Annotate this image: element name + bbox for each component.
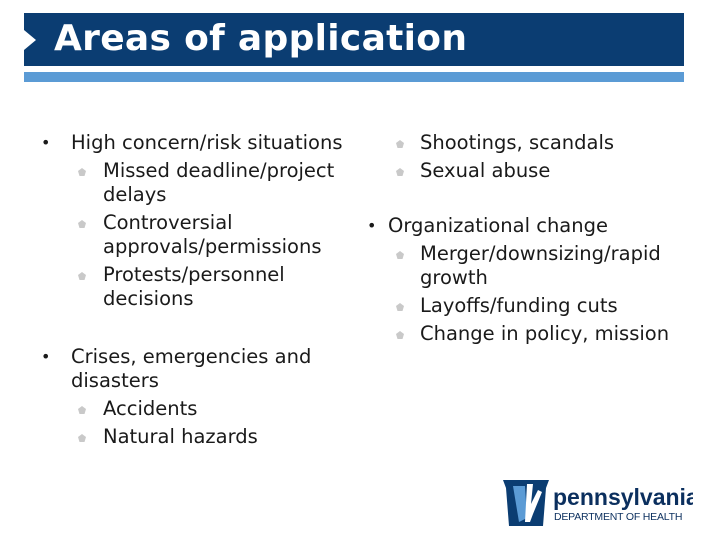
- bullet-text: Organizational change: [388, 214, 608, 237]
- sub-list-item: [388, 294, 688, 318]
- sub-bullet-text: Missed deadline/project delays: [103, 159, 335, 206]
- keystone-icon: [503, 478, 693, 528]
- title-arrow-icon: [24, 30, 36, 50]
- sub-bullet-text: Accidents: [103, 397, 198, 420]
- accent-rule: [24, 72, 684, 82]
- bullet-text: High concern/risk situations: [71, 131, 343, 154]
- sub-bullet-icon: [396, 168, 404, 176]
- sub-list-item: [24, 159, 354, 207]
- bullet-icon: •: [41, 347, 51, 366]
- slide-title: Areas of application: [54, 18, 468, 59]
- sub-bullet-text: Merger/downsizing/rapid growth: [420, 242, 661, 289]
- sub-list-item: [24, 211, 354, 259]
- bullet-icon: •: [367, 216, 377, 235]
- sub-bullet-icon: [78, 168, 86, 176]
- sub-bullet-icon: [78, 406, 86, 414]
- sub-bullet-icon: [78, 272, 86, 280]
- sub-list-item: [24, 425, 354, 449]
- bullet-icon: •: [41, 133, 51, 152]
- bullet-text: Crises, emergencies and disasters: [71, 345, 312, 392]
- sub-bullet-icon: [78, 434, 86, 442]
- logo-wordmark: pennsylvania: [553, 484, 693, 510]
- sub-bullet-text: Layoffs/funding cuts: [420, 294, 618, 317]
- sub-bullet-text: Protests/personnel decisions: [103, 263, 285, 310]
- list-item: [24, 131, 354, 155]
- sub-list-item: [24, 397, 354, 421]
- sub-bullet-icon: [396, 140, 404, 148]
- right-column: [367, 131, 688, 346]
- sub-bullet-icon: [396, 331, 404, 339]
- sub-bullet-text: Sexual abuse: [420, 159, 551, 182]
- sub-list-item: [24, 263, 354, 311]
- list-item: [367, 214, 688, 238]
- pa-health-logo: [503, 478, 693, 528]
- sub-bullet-icon: [78, 220, 86, 228]
- sub-bullet-text: Natural hazards: [103, 425, 258, 448]
- sub-bullet-text: Controversial approvals/permissions: [103, 211, 322, 258]
- sub-list-item: [388, 159, 688, 183]
- sub-bullet-icon: [396, 251, 404, 259]
- sub-bullet-text: Shootings, scandals: [420, 131, 615, 154]
- list-item: [24, 345, 354, 393]
- sub-list-item: [388, 322, 688, 346]
- sub-bullet-icon: [396, 303, 404, 311]
- left-column: [24, 131, 354, 449]
- sub-bullet-text: Change in policy, mission: [420, 322, 670, 345]
- logo-subtitle: DEPARTMENT OF HEALTH: [554, 511, 683, 523]
- sub-list-item: [388, 242, 688, 290]
- sub-list-item: [388, 131, 688, 155]
